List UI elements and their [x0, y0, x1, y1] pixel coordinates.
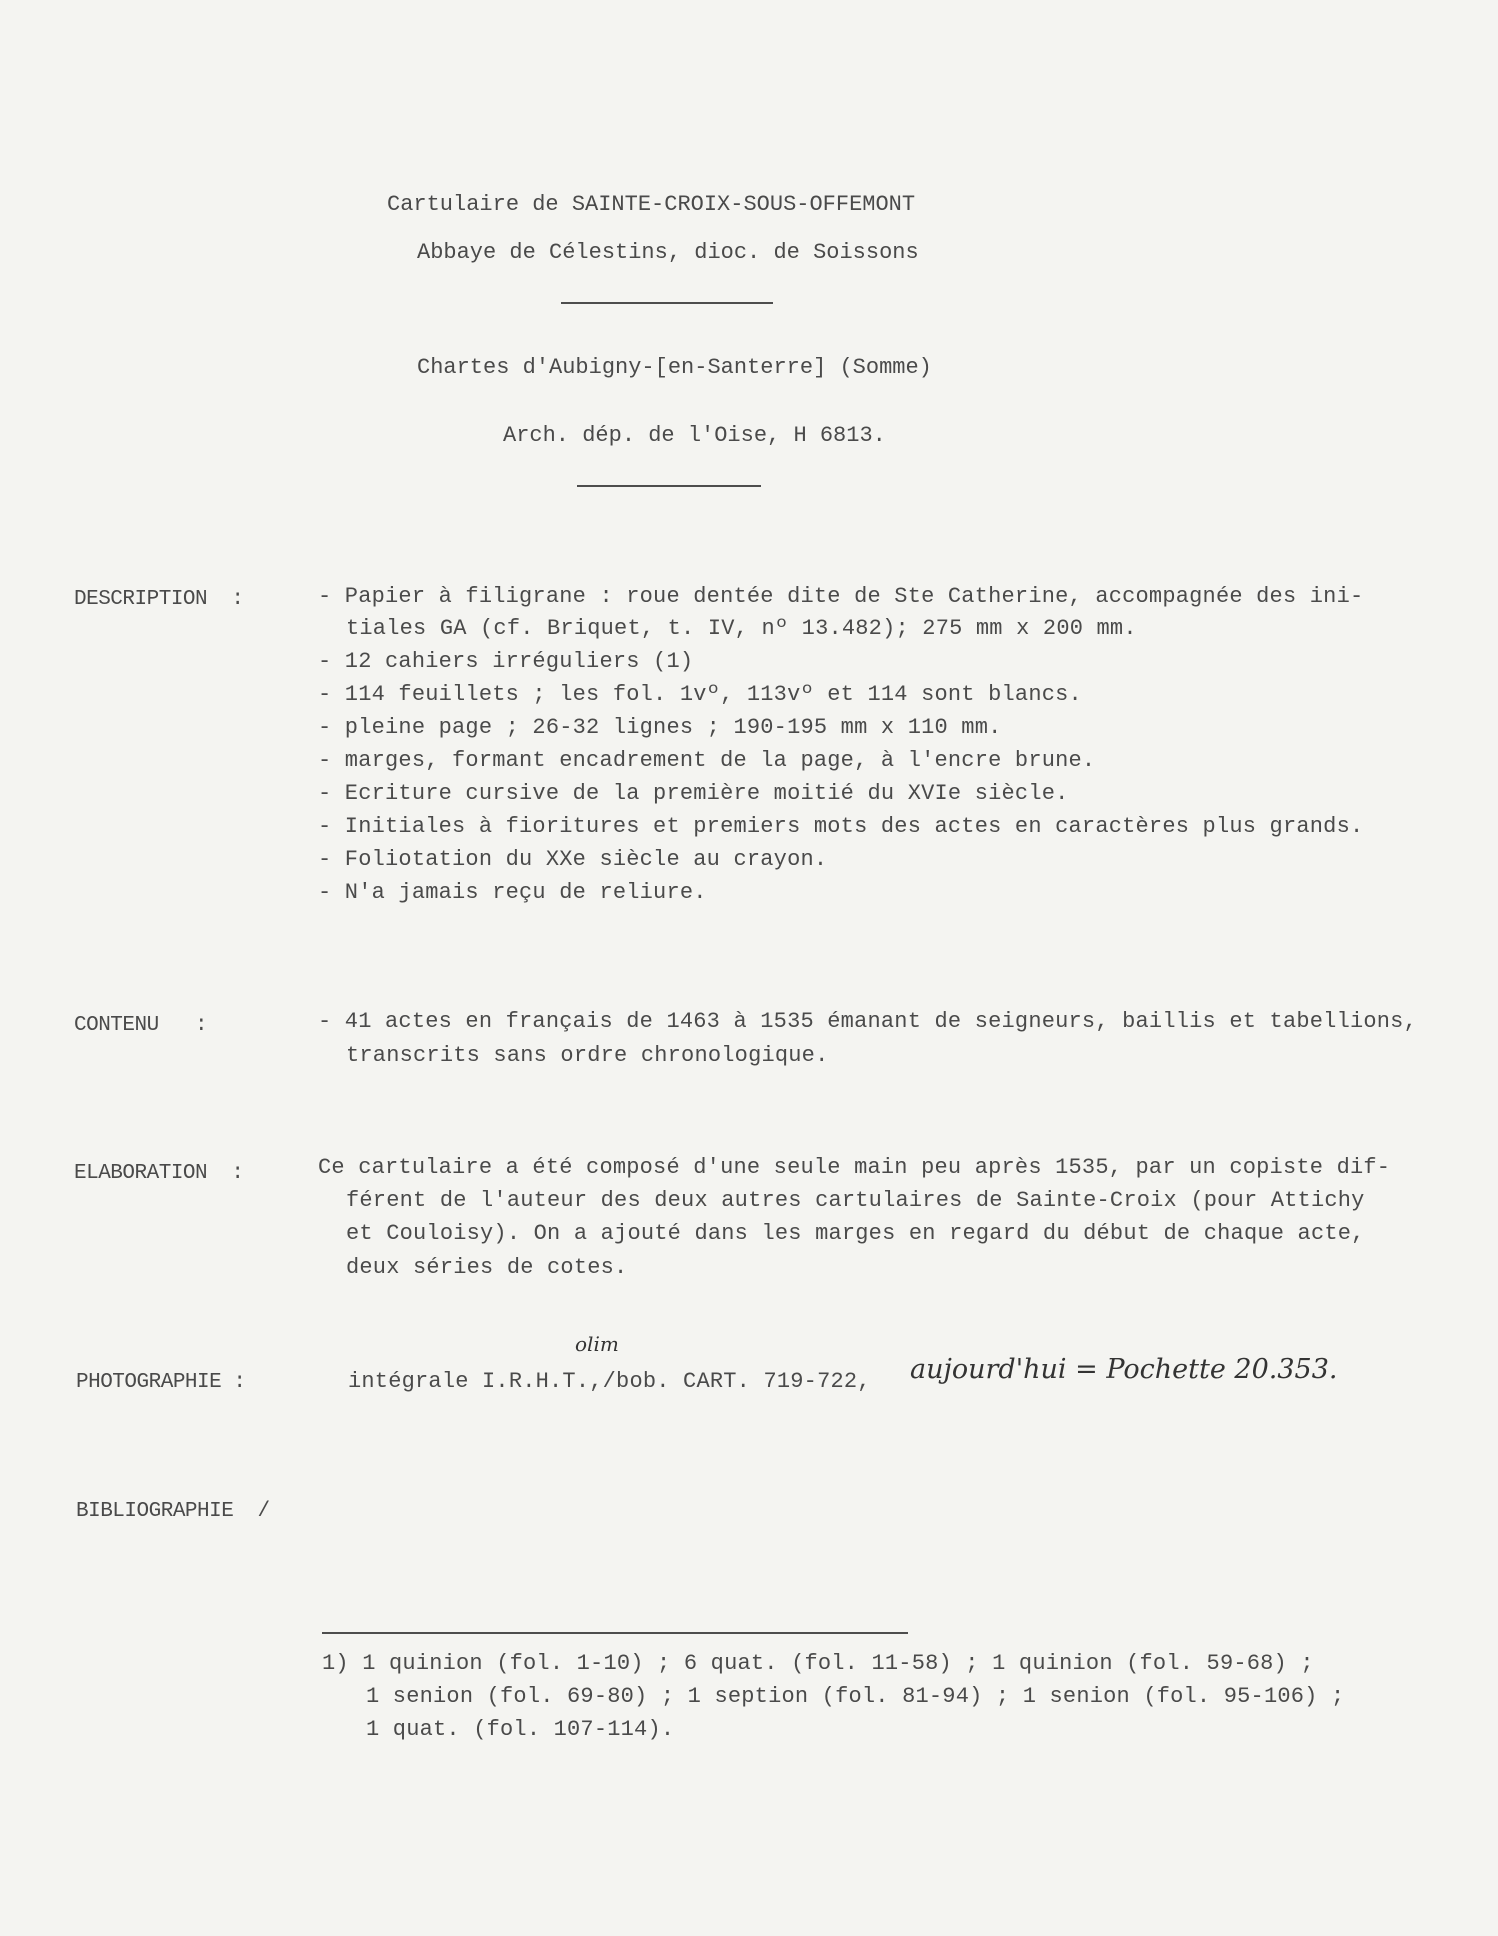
description-line: - Ecriture cursive de la première moitié du XVIe siècle. [318, 781, 1069, 806]
elaboration-line: Ce cartulaire a été composé d'une seule main peu après 1535, par un copiste dif- [318, 1155, 1391, 1180]
footnote-line: 1 quat. (fol. 107-114). [366, 1717, 675, 1742]
description-line: - Foliotation du XXe siècle au crayon. [318, 847, 828, 872]
photographie-label: PHOTOGRAPHIE : [76, 1371, 246, 1394]
elaboration-line: deux séries de cotes. [346, 1255, 628, 1280]
charters-heading: Chartes d'Aubigny-[en-Santerre] (Somme) [417, 355, 932, 380]
elaboration-label: ELABORATION : [74, 1162, 244, 1185]
description-label: DESCRIPTION : [74, 588, 244, 611]
description-line: - 114 feuillets ; les fol. 1vº, 113vº et 114 sont blancs. [318, 682, 1082, 707]
description-line: - 12 cahiers irréguliers (1) [318, 649, 694, 674]
description-line: tiales GA (cf. Briquet, t. IV, nº 13.482); 275 mm x 200 mm. [346, 616, 1137, 641]
photographie-typed: intégrale I.R.H.T.,/bob. CART. 719-722, [348, 1369, 871, 1394]
cartulary-title: Cartulaire de SAINTE-CROIX-SOUS-OFFEMONT [387, 192, 916, 217]
header-divider-1 [561, 302, 773, 304]
description-line: - N'a jamais reçu de reliure. [318, 880, 707, 905]
contenu-line: transcrits sans ordre chronologique. [346, 1043, 829, 1068]
handwritten-olim: olim [575, 1332, 619, 1356]
description-line: - marges, formant encadrement de la page, à l'encre brune. [318, 748, 1096, 773]
footnote-line: 1 senion (fol. 69-80) ; 1 seption (fol. 81-94) ; 1 senion (fol. 95-106) ; [366, 1684, 1345, 1709]
contenu-line: - 41 actes en français de 1463 à 1535 émanant de seigneurs, baillis et tabellions, [318, 1009, 1417, 1034]
description-line: - Papier à filigrane : roue dentée dite de Ste Catherine, accompagnée des ini- [318, 584, 1364, 609]
elaboration-line: férent de l'auteur des deux autres cartulaires de Sainte-Croix (pour Attichy [346, 1188, 1365, 1213]
contenu-label: CONTENU : [74, 1014, 208, 1037]
footnote-divider [322, 1632, 908, 1634]
footnote-line: 1) 1 quinion (fol. 1-10) ; 6 quat. (fol. 11-58) ; 1 quinion (fol. 59-68) ; [322, 1651, 1314, 1676]
bibliographie-label: BIBLIOGRAPHIE / [76, 1500, 270, 1523]
handwritten-annotation: aujourd'hui = Pochette 20.353. [910, 1354, 1338, 1385]
header-divider-2 [577, 485, 761, 487]
description-line: - pleine page ; 26-32 lignes ; 190-195 mm x 110 mm. [318, 715, 1002, 740]
abbey-subtitle: Abbaye de Célestins, dioc. de Soissons [417, 240, 919, 265]
archive-reference: Arch. dép. de l'Oise, H 6813. [503, 423, 886, 448]
description-line: - Initiales à fioritures et premiers mots des actes en caractères plus grands. [318, 814, 1364, 839]
elaboration-line: et Couloisy). On a ajouté dans les marges en regard du début de chaque acte, [346, 1221, 1365, 1246]
